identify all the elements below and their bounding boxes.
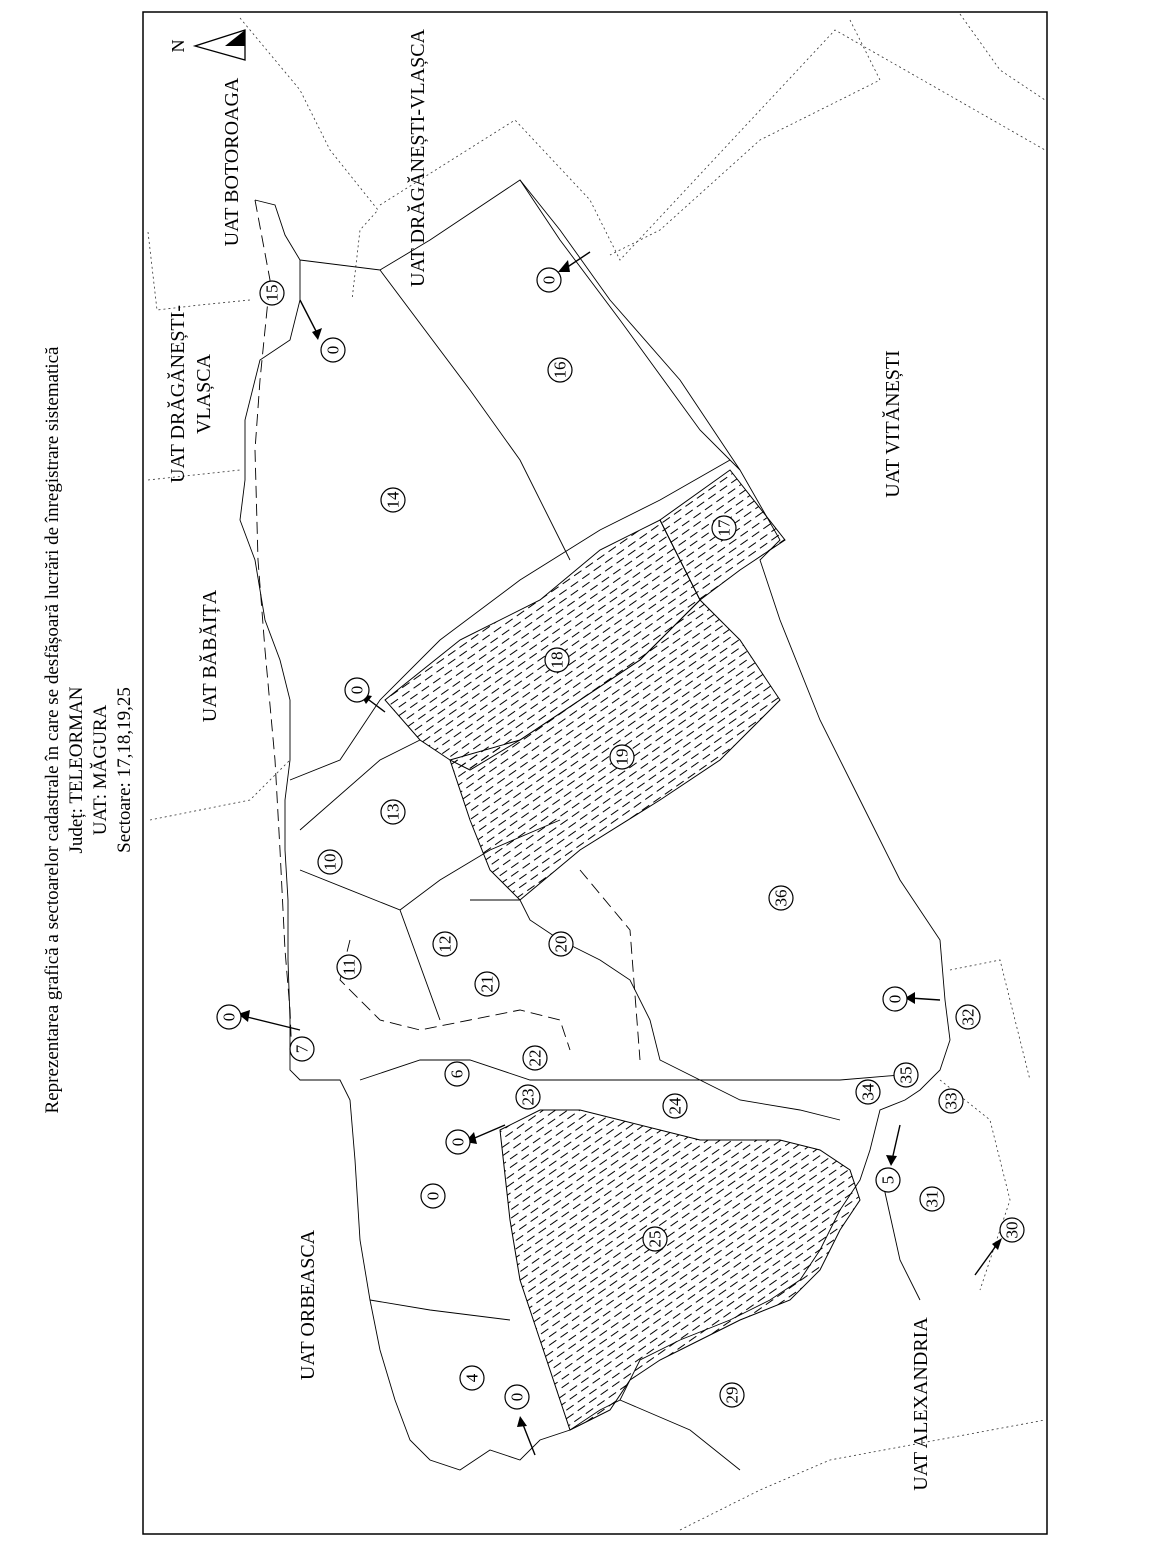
sector-marker-10	[318, 850, 342, 874]
sector-label: 22	[525, 1049, 545, 1067]
sector-label: 12	[435, 935, 455, 953]
sector-label: 15	[262, 284, 282, 302]
sector-marker-24	[663, 1094, 687, 1118]
sector-label: 0	[423, 1191, 443, 1201]
sector-marker-0	[345, 678, 369, 702]
sector-label: 36	[771, 889, 791, 907]
sector-label: 7	[292, 1044, 312, 1054]
sector-label: 11	[339, 958, 359, 976]
sector-label: 0	[323, 345, 343, 355]
sector-marker-5	[876, 1168, 900, 1192]
sector-label: 0	[219, 1012, 239, 1022]
sector-label: 10	[320, 853, 340, 871]
sector-marker-35	[894, 1063, 918, 1087]
sector-marker-12	[433, 932, 457, 956]
sector-marker-16	[548, 358, 572, 382]
sector-marker-11	[337, 955, 361, 979]
label-draganesti-left-1: UAT DRĂGĂNEȘTI-	[167, 305, 189, 483]
sector-marker-0	[505, 1385, 529, 1409]
sector-label: 32	[958, 1008, 978, 1026]
sector-label: 0	[448, 1137, 468, 1147]
sector-marker-0	[421, 1184, 445, 1208]
label-orbeasca: UAT ORBEASCA	[297, 1229, 319, 1381]
sector-label: 31	[922, 1190, 942, 1208]
sector-marker-0	[446, 1130, 470, 1154]
sector-label: 23	[518, 1088, 538, 1106]
sector-marker-23	[516, 1085, 540, 1109]
sector-marker-34	[856, 1080, 880, 1104]
sector-marker-20	[549, 932, 573, 956]
label-draganesti-top: UAT DRĂGĂNEȘTI-VLAȘCA	[407, 29, 429, 287]
sector-marker-31	[920, 1187, 944, 1211]
sector-marker-33	[939, 1089, 963, 1113]
sector-label: 30	[1002, 1221, 1022, 1239]
sector-marker-22	[523, 1046, 547, 1070]
sector-marker-17	[712, 516, 736, 540]
sector-label: 0	[885, 994, 905, 1004]
sector-label: 34	[858, 1083, 878, 1101]
sector-marker-32	[956, 1005, 980, 1029]
title-line-3: UAT: MĂGURA	[90, 704, 111, 836]
label-alexandria: UAT ALEXANDRIA	[910, 1317, 932, 1491]
sector-marker-15	[260, 281, 284, 305]
label-vitanesti: UAT VITĂNEȘTI	[882, 350, 904, 498]
sector-label: 21	[477, 975, 497, 993]
label-botoroaga: UAT BOTOROAGA	[221, 77, 243, 247]
sector-label: 18	[547, 651, 567, 669]
sector-label: 20	[551, 935, 571, 953]
title-line-2: Județ: TELEORMAN	[66, 686, 87, 854]
sector-label: 33	[941, 1092, 961, 1110]
sector-label: 0	[507, 1392, 527, 1402]
north-label: N	[168, 39, 188, 53]
map-title	[42, 346, 135, 1113]
sector-marker-14	[381, 488, 405, 512]
sector-marker-29	[720, 1383, 744, 1407]
sector-label: 35	[896, 1066, 916, 1084]
sector-label: 5	[878, 1175, 898, 1185]
sector-marker-0	[883, 987, 907, 1011]
sector-marker-36	[769, 886, 793, 910]
sector-label: 4	[462, 1373, 482, 1383]
sector-label: 6	[447, 1069, 467, 1079]
label-draganesti-left-2: VLAȘCA	[193, 353, 215, 435]
sector-marker-18	[545, 648, 569, 672]
sector-marker-30	[1000, 1218, 1024, 1242]
title-line-4: Sectoare: 17,18,19,25	[114, 687, 135, 853]
sector-label: 0	[539, 275, 559, 285]
label-babaita: UAT BĂBĂIȚA	[199, 589, 221, 723]
hatched-sectors	[385, 470, 860, 1430]
sector-marker-6	[445, 1062, 469, 1086]
sector-marker-19	[610, 745, 634, 769]
sector-marker-7	[290, 1037, 314, 1061]
sector-label: 29	[722, 1386, 742, 1404]
sector-marker-0	[217, 1005, 241, 1029]
sector-label: 14	[383, 491, 403, 509]
sector-marker-25	[643, 1227, 667, 1251]
sector-25-area	[500, 1110, 860, 1430]
title-line-1: Reprezentarea grafică a sectoarelor cadastrale în care se desfășoară lucrări de înregistrare sistematică	[42, 346, 63, 1114]
sector-label: 24	[665, 1097, 685, 1115]
north-arrow-icon	[168, 30, 245, 60]
sector-label: 16	[550, 361, 570, 379]
sector-marker-0	[537, 268, 561, 292]
sector-label: 13	[383, 803, 403, 821]
sector-marker-13	[381, 800, 405, 824]
sector-label: 19	[612, 748, 632, 766]
sector-label: 17	[714, 519, 734, 537]
sector-marker-21	[475, 972, 499, 996]
sector-label: 25	[645, 1230, 665, 1248]
sector-marker-4	[460, 1366, 484, 1390]
sector-marker-0	[321, 338, 345, 362]
sector-label: 0	[347, 685, 367, 695]
